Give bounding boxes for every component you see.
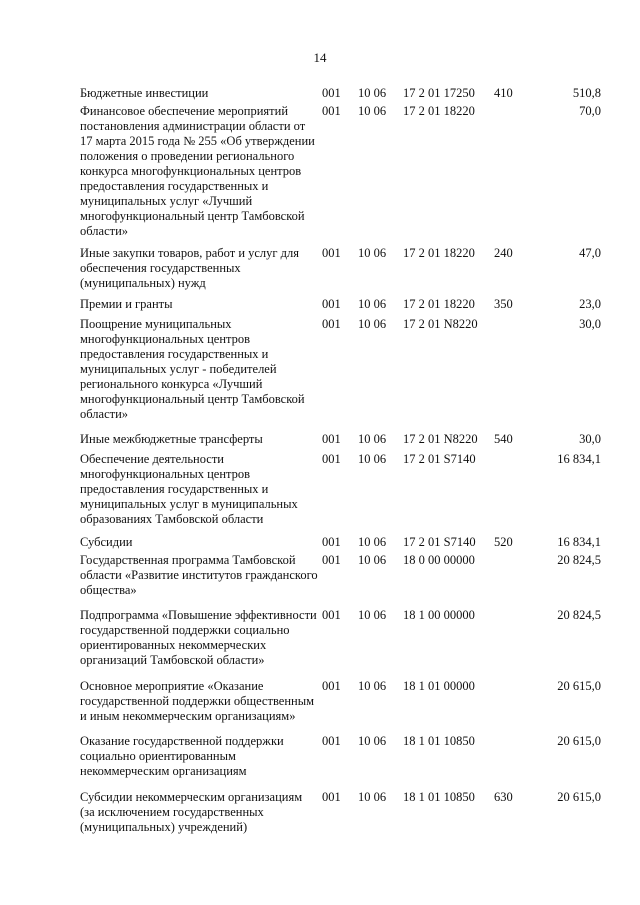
row-sum: 20 824,5 (557, 553, 601, 567)
row-grbs: 001 (322, 104, 341, 118)
row-grbs: 001 (322, 86, 341, 100)
row-sum: 30,0 (579, 432, 601, 446)
row-grbs: 001 (322, 432, 341, 446)
row-expense-type: 520 (494, 535, 513, 549)
row-sum: 20 615,0 (557, 734, 601, 748)
row-name: Основное мероприятие «Оказание государственной поддержки общественным и иным некоммерческим организациям» (80, 679, 315, 723)
row-name: Поощрение муниципальных многофункциональных центров предоставления государственных и муниципальных услуг - победителей регионального конкурса «Лучший многофункциональный центр Тамбовской области» (80, 317, 305, 421)
row-grbs: 001 (322, 608, 341, 622)
row-section: 10 06 (358, 608, 387, 622)
row-sum: 23,0 (579, 297, 601, 311)
row-expense-type: 540 (494, 432, 513, 446)
row-expense-type: 240 (494, 246, 513, 260)
row-grbs: 001 (322, 553, 341, 567)
row-grbs: 001 (322, 734, 341, 748)
row-section: 10 06 (358, 535, 387, 549)
row-grbs: 001 (322, 246, 341, 260)
row-grbs: 001 (322, 452, 341, 466)
row-target-article: 18 1 01 10850 (403, 734, 475, 748)
row-name: Премии и гранты (80, 297, 173, 311)
row-name: Иные закупки товаров, работ и услуг для обеспечения государственных (муниципальных) нужд (80, 246, 300, 290)
table-row (0, 734, 640, 779)
row-target-article: 17 2 01 S7140 (403, 452, 476, 466)
row-name: Оказание государственной поддержки социально ориентированным некоммерческим организациям (80, 734, 284, 778)
row-grbs: 001 (322, 317, 341, 331)
row-sum: 20 615,0 (557, 790, 601, 804)
row-target-article: 18 1 00 00000 (403, 608, 475, 622)
row-target-article: 17 2 01 S7140 (403, 535, 476, 549)
row-section: 10 06 (358, 432, 387, 446)
row-target-article: 17 2 01 17250 (403, 86, 475, 100)
row-section: 10 06 (358, 452, 387, 466)
row-expense-type: 350 (494, 297, 513, 311)
row-expense-type: 630 (494, 790, 513, 804)
table-row (0, 246, 640, 291)
row-sum: 510,8 (572, 86, 601, 100)
table-row (0, 86, 640, 101)
row-sum: 47,0 (579, 246, 601, 260)
row-section: 10 06 (358, 790, 387, 804)
row-section: 10 06 (358, 553, 387, 567)
row-sum: 20 824,5 (557, 608, 601, 622)
row-section: 10 06 (358, 86, 387, 100)
table-row (0, 297, 640, 312)
row-sum: 30,0 (579, 317, 601, 331)
row-sum: 20 615,0 (557, 679, 601, 693)
row-section: 10 06 (358, 246, 387, 260)
row-grbs: 001 (322, 535, 341, 549)
row-section: 10 06 (358, 679, 387, 693)
table-row (0, 104, 640, 239)
table-row (0, 535, 640, 550)
row-target-article: 17 2 01 18220 (403, 297, 475, 311)
row-target-article: 17 2 01 18220 (403, 246, 475, 260)
table-row (0, 553, 640, 598)
row-target-article: 17 2 01 N8220 (403, 432, 478, 446)
page-number: 14 (313, 50, 327, 65)
row-target-article: 18 0 00 00000 (403, 553, 475, 567)
row-target-article: 18 1 01 10850 (403, 790, 475, 804)
row-target-article: 17 2 01 18220 (403, 104, 475, 118)
table-row (0, 317, 640, 422)
row-section: 10 06 (358, 734, 387, 748)
row-name: Иные межбюджетные трансферты (80, 432, 263, 446)
row-target-article: 18 1 01 00000 (403, 679, 475, 693)
row-grbs: 001 (322, 679, 341, 693)
row-name: Субсидии некоммерческим организациям (за исключением государственных (муниципальных) учреждений) (80, 790, 303, 834)
row-section: 10 06 (358, 317, 387, 331)
table-row (0, 679, 640, 724)
row-sum: 16 834,1 (557, 452, 601, 466)
table-row (0, 432, 640, 447)
table-row (0, 608, 640, 668)
row-name: Государственная программа Тамбовской области «Развитие институтов гражданского общества» (80, 553, 318, 597)
row-section: 10 06 (358, 297, 387, 311)
row-name: Подпрограмма «Повышение эффективности государственной поддержки социально ориентированных некоммерческих организаций Тамбовской области» (80, 608, 317, 667)
row-expense-type: 410 (494, 86, 513, 100)
budget-table (0, 86, 640, 835)
table-row (0, 452, 640, 527)
table-row (0, 790, 640, 835)
row-name: Бюджетные инвестиции (80, 86, 209, 100)
row-grbs: 001 (322, 297, 341, 311)
row-name: Субсидии (80, 535, 133, 549)
row-section: 10 06 (358, 104, 387, 118)
row-sum: 70,0 (579, 104, 601, 118)
row-grbs: 001 (322, 790, 341, 804)
row-target-article: 17 2 01 N8220 (403, 317, 478, 331)
row-name: Финансовое обеспечение мероприятий постановления администрации области от 17 марта 2015 года № 255 «Об утверждении положения о проведении регионального конкурса многофункциональных центров предоставления государственных и муниципальных услуг «Лучший многофункциональный центр Тамбовской области» (80, 104, 315, 238)
row-name: Обеспечение деятельности многофункциональных центров предоставления государственных и муниципальных услуг в муниципальных образованиях Тамбовской области (80, 452, 298, 526)
row-sum: 16 834,1 (557, 535, 601, 549)
